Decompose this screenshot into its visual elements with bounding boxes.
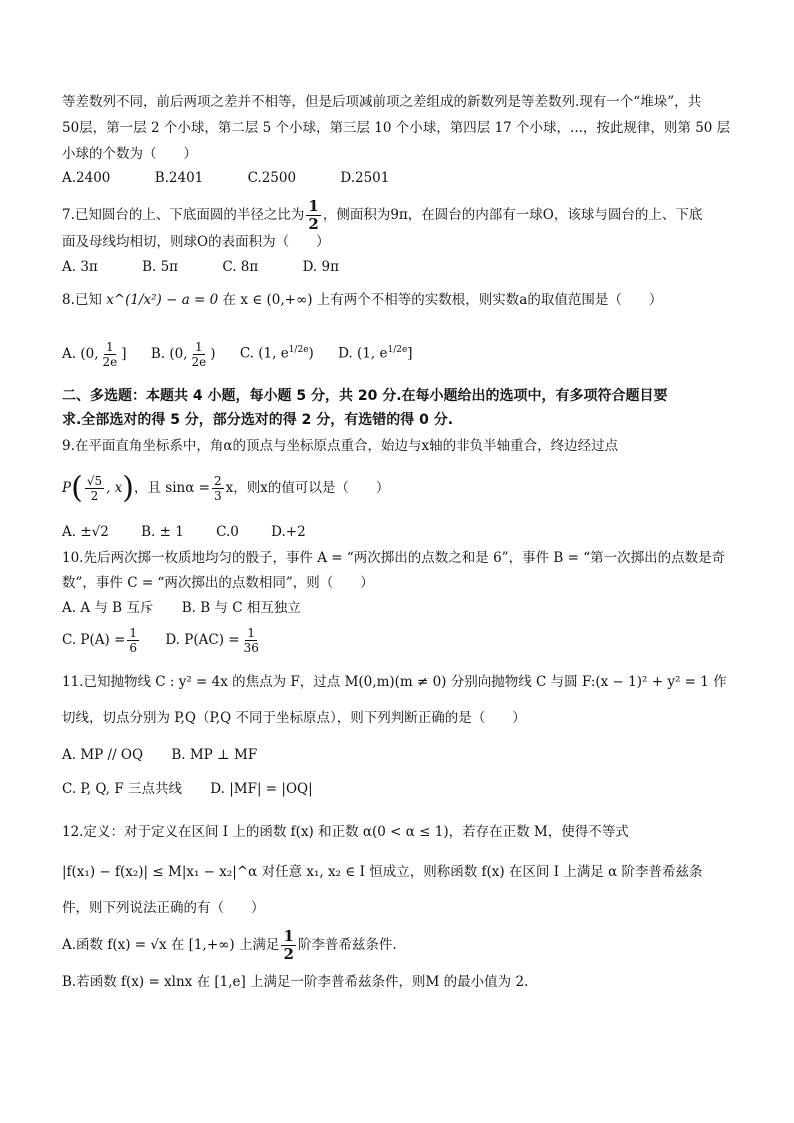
q8-option-a: A. (0, $\frac{1}{2e}$ ] xyxy=(62,339,127,369)
q9-option-d: D.+2 xyxy=(271,524,306,540)
q8-option-c: C. (1, $e^{1/2e}$) xyxy=(239,345,314,362)
q10-options-ab xyxy=(62,598,341,618)
q11-option-a: A. MP // OQ xyxy=(62,747,144,763)
q6-option-a: A.2400 xyxy=(62,170,111,186)
q6-option-b: B.2401 xyxy=(154,170,204,186)
q10-stem-line-2: 数”，事件 C = “两次掷出的点数相同”，则（ ） xyxy=(62,575,374,591)
q9-stem-line-1: 9.在平面直角坐标系中，角α的顶点与坐标原点重合，始边与x轴的非负半轴重合，终边经过点 xyxy=(62,438,619,454)
q6-text-line-2: 50层，第一层 2 个小球，第二层 5 个小球，第三层 10 个小球，第四层 17 个小球，...，按此规律，则第 50 层 xyxy=(62,120,731,136)
q12-option-b: B.若函数 f(x) = xlnx 在 [1,e] 上满足一阶李普希兹条件，则M 的最小值为 2. xyxy=(62,974,529,990)
q7-options xyxy=(62,257,379,277)
q7-option-a: A. 3π xyxy=(62,259,98,275)
q7-option-b: B. 5π xyxy=(142,259,179,275)
q7-part1: 7.已知圆台的上、下底面圆的半径之比为 xyxy=(62,207,305,223)
q11-option-d: D. |MF| = |OQ| xyxy=(210,781,313,797)
q6-text-line-1: 等差数列不同，前后两项之差并不相等，但是后项减前项之差组成的新数列是等差数列.现有一个“堆垛”，共 xyxy=(62,94,702,110)
q8-options xyxy=(62,332,453,372)
q9-stem-line-2: P( $\frac{√5}{2}$ , x)，且 sinα = $\frac{2}{3}$ x，则x的值可以是（ ） xyxy=(62,470,390,506)
q11-stem-line-1: 11.已知抛物线 C : y² = 4x 的焦点为 F，过点 M(0,m)(m ≠ 0) 分别向抛物线 C 与圆 F:(x − 1)² + y² = 1 作 xyxy=(62,674,727,690)
q11-stem-line-2: 切线，切点分别为 P,Q（P,Q 不同于坐标原点），则下列判断正确的是（ ） xyxy=(62,710,526,726)
q8-middle: 在 x ∈ (0,+∞) 上有两个不相等的实数根，则实数a的取值范围是（ ） xyxy=(222,292,663,308)
section2-heading-line-2: 求.全部选对的得 5 分，部分选对的得 2 分，有选错的得 0 分. xyxy=(62,412,454,428)
q10-option-b: B. B 与 C 相互独立 xyxy=(181,600,301,616)
q7-stem-line-1 xyxy=(62,198,702,233)
q12-option-a: A.函数 f(x) = √x 在 [1,+∞) 上满足 $\frac{1}{2}$ 阶李普希兹条件. xyxy=(62,927,397,963)
q10-option-d: D. P(AC) = $\frac{1}{36}$ xyxy=(165,626,259,655)
q6-text-line-3: 小球的个数为（ ） xyxy=(62,146,197,162)
q9-option-c: C.0 xyxy=(216,524,239,540)
q9-option-b: B. ± 1 xyxy=(141,524,184,540)
q10-stem-line-1: 10.先后两次掷一枚质地均匀的骰子，事件 A = “两次掷出的点数之和是 6”，事件 B = “第一次掷出的点数是奇 xyxy=(62,550,726,566)
q8-option-d: D. (1, $e^{1/2e}$] xyxy=(338,345,413,362)
q8-stem xyxy=(62,290,662,310)
q10-options-cd xyxy=(62,624,303,656)
section2-heading-line-1: 二、多选题：本题共 4 小题，每小题 5 分，共 20 分.在每小题给出的选项中，有多项符合题目要 xyxy=(62,388,668,404)
q9-options xyxy=(62,522,346,542)
q6-option-d: D.2501 xyxy=(340,170,390,186)
q7-part2: ，侧面积为9π，在圆台的内部有一球O，该球与圆台的上、下底 xyxy=(322,207,703,223)
q12-stem-line-2: |f(x₁) − f(x₂)| ≤ M|x₁ − x₂|^α 对任意 x₁, x₂ ∈ I 恒成立，则称函数 f(x) 在区间 I 上满足 α 阶李普希兹条 xyxy=(62,864,703,880)
q11-option-b: B. MP ⊥ MF xyxy=(171,747,258,763)
q11-option-c: C. P, Q, F 三点共线 xyxy=(62,781,182,797)
q8-option-b: B. (0, $\frac{1}{2e}$ ) xyxy=(150,339,216,369)
q7-option-c: C. 8π xyxy=(222,259,259,275)
q12-stem-line-3: 件，则下列说法正确的有（ ） xyxy=(62,900,265,916)
q11-options-ab xyxy=(62,745,297,765)
q11-options-cd xyxy=(62,779,353,799)
q9-option-a: A. ±√2 xyxy=(62,524,109,540)
q10-option-a: A. A 与 B 互斥 xyxy=(62,600,154,616)
q8-equation: x^(1/x²) − a = 0 xyxy=(106,292,219,308)
q6-options xyxy=(62,168,429,188)
q10-option-c: C. P(A) = $\frac{1}{6}$ xyxy=(62,626,138,655)
q8-prefix: 8.已知 xyxy=(62,292,102,308)
q6-option-c: C.2500 xyxy=(247,170,297,186)
q12-stem-line-1: 12.定义：对于定义在区间 I 上的函数 f(x) 和正数 α(0 < α ≤ 1)，若存在正数 M，使得不等式 xyxy=(62,824,629,840)
q7-stem-line-2: 面及母线均相切，则球O的表面积为（ ） xyxy=(62,234,330,250)
q7-option-d: D. 9π xyxy=(302,259,339,275)
q7-ratio-fraction: $\frac{1}{2}$ xyxy=(308,197,319,233)
